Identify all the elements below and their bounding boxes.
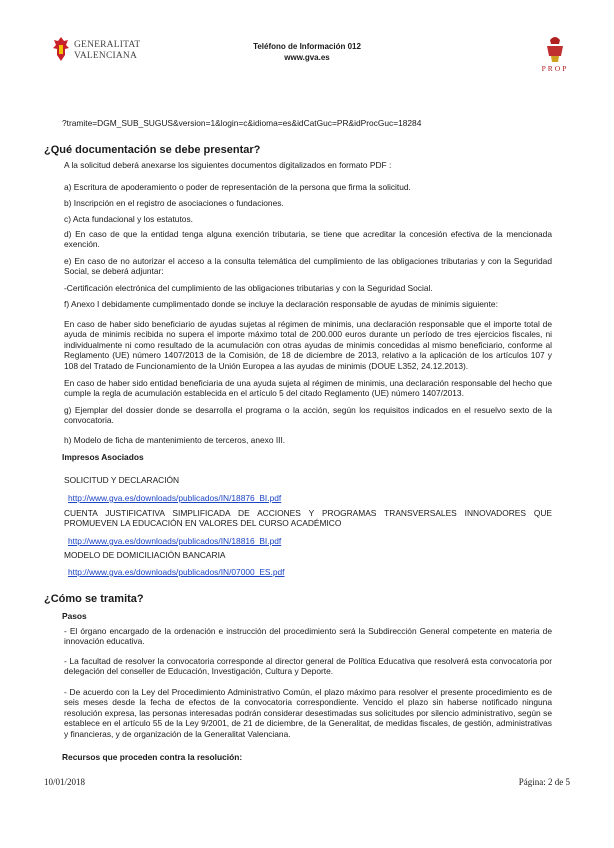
doc-item-b: b) Inscripción en el registro de asociaciones o fundaciones. [64,198,284,208]
doc-item-c: c) Acta fundacional y los estatutos. [64,214,193,224]
doc-item-e-certification: -Certificación electrónica del cumplimiento de las obligaciones tributarias y con la Seguridad Social. [64,283,433,293]
doc-item-g: g) Ejemplar del dossier donde se desarrolla el programa o la acción, según los requisitos indicados en el resuelvo sexto de la convocatoria. [64,405,552,426]
procedure-heading: ¿Cómo se tramita? [44,593,144,605]
documentation-heading: ¿Qué documentación se debe presentar? [44,144,261,156]
form-link[interactable]: http://www.gva.es/downloads/publicados/IN/18876_BI.pdf [68,493,282,503]
prop-logo [532,34,578,76]
form-title: MODELO DE DOMICILIACIÓN BANCARIA [64,550,226,560]
prop-logo-text: PROP [541,64,569,73]
form-title: SOLICITUD Y DECLARACIÓN [64,475,180,485]
header-website[interactable]: www.gva.es [284,53,330,62]
procedure-step-1: - El órgano encargado de la ordenación e instrucción del procedimiento será la Subdirección General competente en materia de innovación educativa. [64,626,552,647]
logo-line-1: GENERALITAT [74,40,141,50]
procedure-step-3: - De acuerdo con la Ley del Procedimiento Administrativo Común, el plazo máximo para resolver el presente procedimiento es de seis meses desde la fecha de efectos de la convocatoria correspondiente. Vencido el plazo sin haberse notificado ninguna resolución expresa, las personas interesadas podrán considerar desestimadas sus solicitudes por silencio administrativo, según se establece en el artículo 55 de la Ley 9/2001, de 21 de diciembre, de la Generalitat, de medidas fiscales, de gestión, administrativas y financieras, y de organización de la Generalitat Valenciana. [64,687,552,739]
doc-item-f: f) Anexo I debidamente cumplimentado donde se incluye la declaración responsable de ayudas de minimis siguiente: [64,299,498,309]
footer-page-number: Página: 2 de 5 [518,777,570,787]
doc-item-a: a) Escritura de apoderamiento o poder de representación de la persona que firma la solicitud. [64,182,411,192]
forms-heading: Impresos Asociados [62,452,144,462]
steps-heading: Pasos [62,611,87,621]
header-phone: Teléfono de Información 012 [253,42,361,51]
footer-date: 10/01/2018 [44,777,86,787]
prop-emblem-icon [532,34,578,64]
doc-item-h: h) Modelo de ficha de mantenimiento de terceros, anexo III. [64,435,286,445]
form-link[interactable]: http://www.gva.es/downloads/publicados/IN/18816_BI.pdf [68,536,282,546]
form-title: CUENTA JUSTIFICATIVA SIMPLIFICADA DE ACCIONES Y PROGRAMAS TRANSVERSALES INNOVADORES QUE PROMUEVEN LA EDUCACIÓN EN VALORES DEL CURSO ACADÉMICO [64,508,552,529]
doc-item-d: d) En caso de que la entidad tenga alguna exención tributaria, se tiene que acreditar la concesión efectiva de la mencionada exención. [64,229,552,250]
minimis-paragraph-1: En caso de haber sido beneficiario de ayudas sujetas al régimen de minimis, una declaración responsable que el importe total de ayuda de minimis recibida no supera el importe máximo total de 200.000 euros durante un período de tres ejercicios fiscales, ni individualmente ni como resultado de la acumulación con otras ayudas de minimis concedidas al mismo beneficiario, conforme al Reglamento (UE) número 1407/2013 de la Comisión, de 18 de diciembre de 2013, relativo a la aplicación de los artículos 107 y 108 del Tratado de Funcionamiento de la Unión Europea a las ayudas de minimis (DOUE L352, 24.12.2013). [64,319,552,371]
logo-line-2: VALENCIANA [74,51,138,61]
documentation-intro: A la solicitud deberá anexarse los siguientes documentos digitalizados en formato PDF : [64,160,392,170]
minimis-paragraph-2: En caso de haber sido entidad beneficiaria de una ayuda sujeta al régimen de minimis, una declaración responsable del hecho que cumple la regla de acumulación establecida en el artículo 5 del citado Reglamento (UE) número 1407/2013. [64,378,552,399]
url-fragment: ?tramite=DGM_SUB_SUGUS&version=1&login=c&idioma=es&idCatGuc=PR&idProcGuc=18284 [62,118,422,128]
appeals-heading: Recursos que proceden contra la resolución: [62,752,243,762]
doc-item-e: e) En caso de no autorizar el acceso a la consulta telemática del cumplimiento de las obligaciones tributarias y con la Seguridad Social, se deberá adjuntar: [64,256,552,277]
form-link[interactable]: http://www.gva.es/downloads/publicados/IN/07000_ES.pdf [68,567,285,577]
procedure-step-2: - La facultad de resolver la convocatoria corresponde al director general de Política Educativa que resolverá esta convocatoria por delegación del conseller de Educación, Investigación, Cultura y Deporte. [64,656,552,677]
